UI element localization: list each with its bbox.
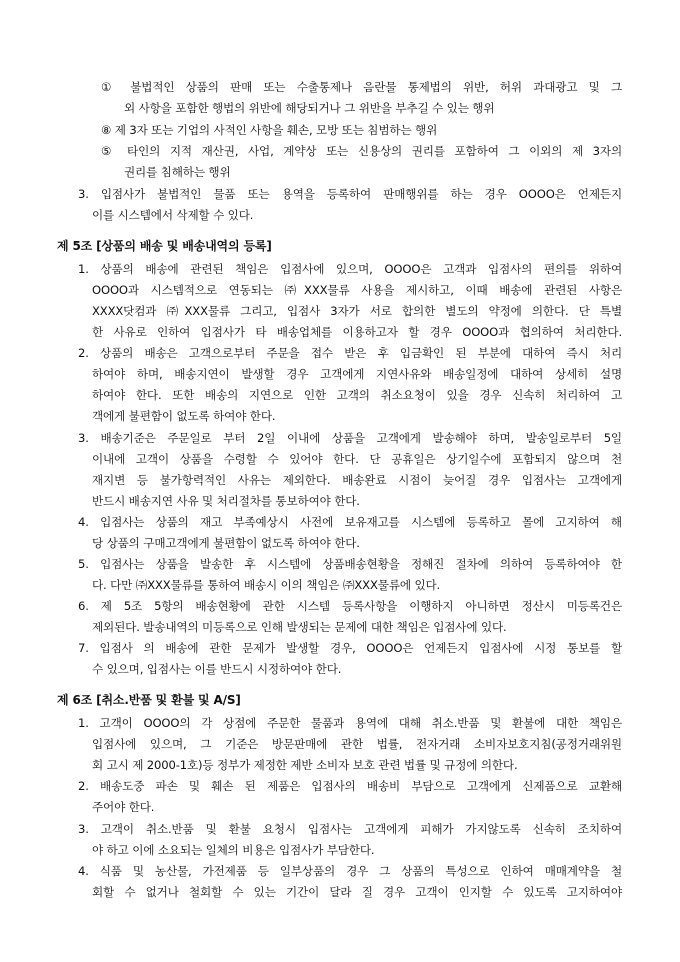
text-line: 4. 입점사는 상품의 재고 부족예상시 사전에 보유재고를 시스템에 등록하고 몰에 고지하여 해 bbox=[78, 515, 622, 529]
text-line: 당 상품의 구매고객에게 불편함이 없도록 하여야 한다. bbox=[92, 536, 360, 550]
text-line: 회할 수 없거나 철회할 수 있는 기간이 달라 질 경우 고객이 인지할 수 있도록 고지하여야 bbox=[92, 885, 622, 899]
text-line: 3. 입점사가 불법적인 물품 또는 용역을 등록하여 판매행위를 하는 경우 OOOO은 언제든지 bbox=[78, 187, 622, 201]
text-line: OOOO과 시스템적으로 연동되는 ㈜XXX물류 사용을 제시하고, 이때 배송에 관련된 사항은 bbox=[92, 283, 622, 297]
text-line: 입점사에 있으며, 그 기준은 방문판매에 관한 법률, 전자거래 소비자보호지침(공정거래위원 bbox=[92, 737, 622, 751]
text-line: 권리를 침해하는 행위 bbox=[124, 165, 231, 179]
text-line: 7. 입점사 의 배송에 관한 문제가 발생할 경우, OOOO은 언제든지 입점사에 시정 통보를 할 bbox=[78, 641, 622, 655]
text-line: 객에게 불편함이 없도록 하여야 한다. bbox=[92, 409, 276, 423]
text-line: ⑧ 제 3자 또는 기업의 사적인 사항을 훼손, 모방 또는 침범하는 행위 bbox=[101, 123, 438, 137]
text-line: 한 사유로 인하여 입점사가 타 배송업체를 이용하고자 할 경우 OOOO과 협의하여 처리한다. bbox=[92, 325, 622, 339]
text-line: 2. 상품의 배송은 고객으로부터 주문을 접수 받은 후 입금확인 된 부분에 대하여 즉시 처리 bbox=[78, 346, 622, 360]
text-line: 제외된다. 발송내역의 미등록으로 인해 발생되는 문제에 대한 책임은 입점사에 있다. bbox=[92, 620, 507, 634]
text-line: 4. 식품 및 농산물, 가전제품 등 일부상품의 경우 그 상품의 특성으로 인하여 매매계약을 철 bbox=[78, 864, 622, 878]
text-line: XXXX닷컴과 ㈜XXX물류 그리고, 입점사 3자가 서로 합의한 별도의 약정에 의한다. 단 특별 bbox=[92, 304, 622, 318]
text-line: 3. 고객이 취소.반품 및 환불 요청시 입점사는 고객에게 피해가 가지않도록 신속히 조치하여 bbox=[78, 822, 622, 836]
text-line: 반드시 배송지연 사유 및 처리절차를 통보하여야 한다. bbox=[92, 494, 360, 508]
text-line: ⑤ 타인의 지적 재산권, 사업, 계약상 또는 신용상의 권리를 포함하여 그 이외의 제 3자의 bbox=[101, 144, 622, 158]
text-line: 3. 배송기준은 주문일로 부터 2일 이내에 상품을 고객에게 발송해야 하며, 발송일로부터 5일 bbox=[78, 431, 622, 445]
text-line: 주어야 한다. bbox=[92, 800, 155, 814]
text-line: 외 사항을 포함한 행법의 위반에 해당되거나 그 위반을 부추길 수 있는 행위 bbox=[124, 101, 495, 115]
text-line: 재지변 등 불가항력적인 사유는 제외한다. 배송완료 시점이 늦어질 경우 입점사는 고객에게 bbox=[92, 473, 622, 487]
section-heading: 제 6조 [취소.반품 및 환불 및 A/S] bbox=[57, 693, 241, 707]
text-line: ① 불법적인 상품의 판매 또는 수출통제나 음란물 통제법의 위반, 허위 과대광고 및 그 bbox=[101, 80, 622, 94]
text-line: 5. 입점사는 상품을 발송한 후 시스템에 상품배송현황을 정해진 절차에 의하여 등록하여야 한 bbox=[78, 557, 622, 571]
text-line: 수 있으며, 입점사는 이를 반드시 시정하여야 한다. bbox=[92, 662, 342, 676]
text-line: 다. 다만 ㈜XXX물류를 통하여 배송시 이의 책임은 ㈜XXX물류에 있다. bbox=[92, 578, 441, 592]
text-line: 1. 상품의 배송에 관련된 책임은 입점사에 있으며, OOOO은 고객과 입점사의 편의를 위하여 bbox=[78, 262, 622, 276]
text-line: 6. 제 5조 5항의 배송현황에 관한 시스템 등록사항을 이행하지 아니하면 정산시 미등록건은 bbox=[78, 599, 622, 613]
text-line: 이내에 고객이 상품을 수령할 수 있어야 한다. 단 공휴일은 상기일수에 포함되지 않으며 천 bbox=[92, 452, 622, 466]
text-line: 하여야 한다. 또한 배송의 지연으로 인한 고객의 취소요청이 있을 경우 신속히 처리하여 고 bbox=[92, 388, 622, 402]
section-heading: 제 5조 [상품의 배송 및 배송내역의 등록] bbox=[57, 239, 272, 253]
text-line: 2. 배송도중 파손 및 훼손 된 제품은 입점사의 배송비 부담으로 고객에게 신제품으로 교환해 bbox=[78, 779, 622, 793]
text-line: 회 고시 제 2000-1호)등 정부가 제정한 제반 소비자 보호 관련 법률 및 규정에 의한다. bbox=[92, 758, 518, 772]
text-line: 야 하고 이에 소요되는 일체의 비용은 입점사가 부담한다. bbox=[92, 843, 375, 857]
text-line: 이를 시스템에서 삭제할 수 있다. bbox=[92, 208, 254, 222]
text-line: 하여야 하며, 배송지연이 발생할 경우 고객에게 지연사유와 배송일정에 대하여 상세히 설명 bbox=[92, 367, 622, 381]
text-line: 1. 고객이 OOOO의 각 상점에 주문한 물품과 용역에 대해 취소.반품 및 환불에 대한 책임은 bbox=[78, 716, 622, 730]
